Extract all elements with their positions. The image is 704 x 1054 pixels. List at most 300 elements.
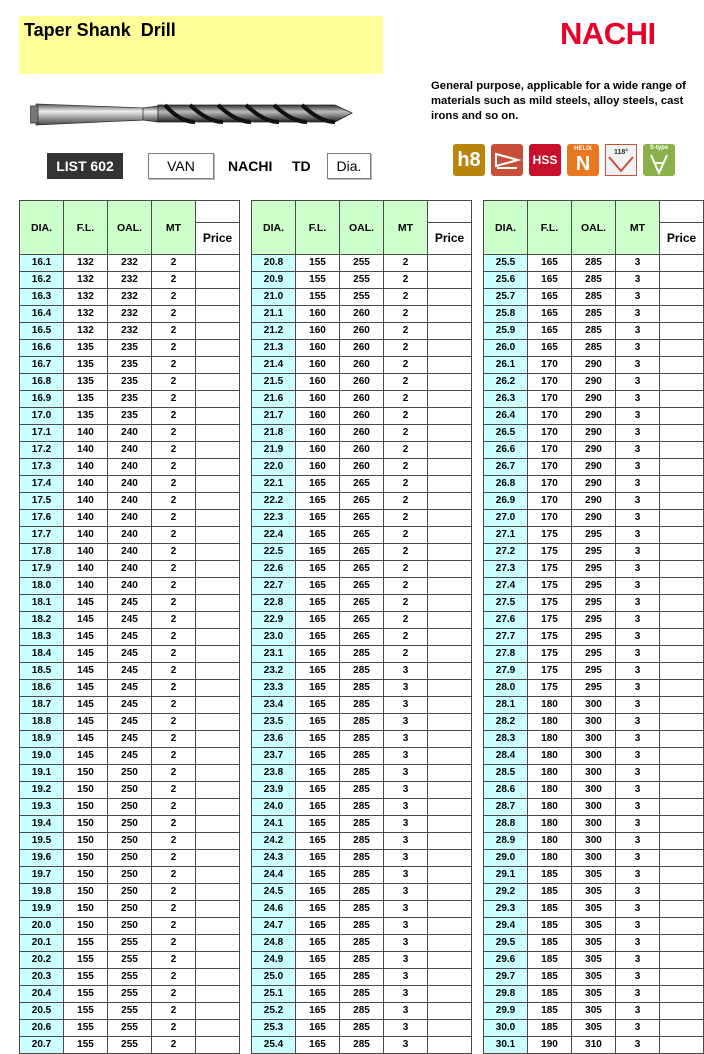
price-cell <box>428 799 472 816</box>
diameter-cell: 22.6 <box>252 561 296 578</box>
morse-taper-cell: 3 <box>616 918 660 935</box>
overall-length-cell: 250 <box>108 833 152 850</box>
morse-taper-cell: 2 <box>384 561 428 578</box>
h8-tolerance-icon: h8 <box>453 144 485 176</box>
flute-length-cell: 155 <box>296 272 340 289</box>
price-cell <box>660 493 704 510</box>
morse-taper-cell: 2 <box>152 544 196 561</box>
table-row <box>484 391 704 408</box>
overall-length-cell: 305 <box>572 986 616 1003</box>
morse-taper-cell: 3 <box>616 544 660 561</box>
table-row <box>20 646 240 663</box>
table-row <box>484 816 704 833</box>
flute-length-cell: 150 <box>64 782 108 799</box>
table-row <box>20 425 240 442</box>
morse-taper-cell: 3 <box>384 935 428 952</box>
table-row <box>20 357 240 374</box>
overall-length-cell: 255 <box>108 935 152 952</box>
table-row <box>484 527 704 544</box>
morse-taper-cell: 2 <box>152 867 196 884</box>
morse-taper-cell: 2 <box>384 459 428 476</box>
overall-length-cell: 235 <box>108 374 152 391</box>
price-cell <box>428 748 472 765</box>
diameter-cell: 24.1 <box>252 816 296 833</box>
morse-taper-cell: 2 <box>152 731 196 748</box>
morse-taper-cell: 2 <box>152 442 196 459</box>
flute-length-cell: 140 <box>64 544 108 561</box>
price-cell <box>660 425 704 442</box>
flute-length-cell: 140 <box>64 578 108 595</box>
overall-length-cell: 265 <box>340 629 384 646</box>
price-cell <box>196 476 240 493</box>
price-cell <box>660 459 704 476</box>
diameter-cell: 29.8 <box>484 986 528 1003</box>
overall-length-cell: 285 <box>340 969 384 986</box>
diameter-cell: 18.5 <box>20 663 64 680</box>
table-row <box>484 765 704 782</box>
diameter-cell: 21.2 <box>252 323 296 340</box>
flute-length-cell: 180 <box>528 697 572 714</box>
description: General purpose, applicable for a wide range of materials such as mild steels, alloy steels, cast irons and so on. <box>431 80 686 122</box>
morse-taper-cell: 2 <box>152 714 196 731</box>
diameter-cell: 24.4 <box>252 867 296 884</box>
morse-taper-cell: 2 <box>384 391 428 408</box>
overall-length-cell: 305 <box>572 1020 616 1037</box>
morse-taper-cell: 3 <box>384 969 428 986</box>
flute-length-cell: 155 <box>64 952 108 969</box>
diameter-cell: 30.0 <box>484 1020 528 1037</box>
diameter-cell: 18.0 <box>20 578 64 595</box>
price-cell <box>428 442 472 459</box>
flute-length-cell: 170 <box>528 425 572 442</box>
table-row <box>20 340 240 357</box>
table-row <box>484 663 704 680</box>
overall-length-cell: 290 <box>572 459 616 476</box>
s-type-label: S-type <box>649 145 669 151</box>
price-cell <box>428 782 472 799</box>
table-row <box>252 357 472 374</box>
overall-length-cell: 260 <box>340 442 384 459</box>
table-row <box>484 374 704 391</box>
diameter-cell: 17.1 <box>20 425 64 442</box>
point-angle-icon <box>605 144 637 176</box>
diameter-cell: 18.8 <box>20 714 64 731</box>
morse-taper-cell: 2 <box>152 391 196 408</box>
diameter-cell: 16.7 <box>20 357 64 374</box>
table-row <box>20 1003 240 1020</box>
price-cell <box>660 714 704 731</box>
overall-length-cell: 295 <box>572 527 616 544</box>
diameter-cell: 21.8 <box>252 425 296 442</box>
price-cell <box>428 714 472 731</box>
diameter-cell: 23.9 <box>252 782 296 799</box>
flute-length-cell: 165 <box>296 918 340 935</box>
morse-taper-cell: 3 <box>384 1020 428 1037</box>
morse-taper-cell: 2 <box>152 969 196 986</box>
overall-length-cell: 285 <box>572 340 616 357</box>
table-row <box>20 884 240 901</box>
table-row <box>484 748 704 765</box>
morse-taper-cell: 3 <box>616 272 660 289</box>
overall-length-cell: 232 <box>108 272 152 289</box>
morse-taper-cell: 3 <box>384 748 428 765</box>
diameter-cell: 27.5 <box>484 595 528 612</box>
table-row <box>252 289 472 306</box>
price-cell <box>428 850 472 867</box>
morse-taper-cell: 2 <box>384 595 428 612</box>
price-cell <box>196 935 240 952</box>
diameter-cell: 23.7 <box>252 748 296 765</box>
flute-length-cell: 140 <box>64 442 108 459</box>
diameter-cell: 16.5 <box>20 323 64 340</box>
morse-taper-cell: 2 <box>152 918 196 935</box>
morse-taper-cell: 2 <box>152 561 196 578</box>
table-row <box>252 799 472 816</box>
price-cell <box>428 578 472 595</box>
morse-taper-cell: 3 <box>616 731 660 748</box>
overall-length-cell: 240 <box>108 442 152 459</box>
diameter-cell: 17.9 <box>20 561 64 578</box>
diameter-cell: 27.3 <box>484 561 528 578</box>
overall-length-cell: 290 <box>572 374 616 391</box>
morse-taper-cell: 2 <box>384 612 428 629</box>
morse-taper-cell: 2 <box>152 1037 196 1054</box>
morse-taper-cell: 3 <box>384 697 428 714</box>
price-cell <box>660 986 704 1003</box>
table-row <box>20 986 240 1003</box>
price-cell <box>196 765 240 782</box>
column-header: F.L. <box>528 201 572 255</box>
price-cell <box>196 867 240 884</box>
morse-taper-cell: 3 <box>616 595 660 612</box>
price-cell <box>196 918 240 935</box>
table-row <box>20 1020 240 1037</box>
morse-taper-cell: 3 <box>384 850 428 867</box>
flute-length-cell: 150 <box>64 867 108 884</box>
table-row <box>484 306 704 323</box>
table-row <box>252 578 472 595</box>
morse-taper-cell: 2 <box>152 816 196 833</box>
price-cell <box>196 1020 240 1037</box>
table-row <box>20 952 240 969</box>
flute-length-cell: 165 <box>528 289 572 306</box>
table-row <box>484 561 704 578</box>
overall-length-cell: 250 <box>108 850 152 867</box>
overall-length-cell: 285 <box>572 289 616 306</box>
diameter-cell: 22.0 <box>252 459 296 476</box>
diameter-cell: 18.7 <box>20 697 64 714</box>
price-cell <box>660 612 704 629</box>
overall-length-cell: 245 <box>108 748 152 765</box>
diameter-cell: 23.3 <box>252 680 296 697</box>
price-cell <box>196 323 240 340</box>
price-cell <box>196 782 240 799</box>
morse-taper-cell: 3 <box>384 680 428 697</box>
morse-taper-cell: 3 <box>616 799 660 816</box>
column-header: MT <box>384 201 428 255</box>
table-row <box>20 918 240 935</box>
flute-length-cell: 145 <box>64 697 108 714</box>
price-cell <box>660 969 704 986</box>
diameter-cell: 29.1 <box>484 867 528 884</box>
flute-length-cell: 170 <box>528 476 572 493</box>
price-cell <box>196 799 240 816</box>
diameter-cell: 29.5 <box>484 935 528 952</box>
morse-taper-cell: 2 <box>384 340 428 357</box>
overall-length-cell: 255 <box>108 1020 152 1037</box>
flute-length-cell: 175 <box>528 595 572 612</box>
overall-length-cell: 305 <box>572 867 616 884</box>
morse-taper-cell: 2 <box>152 493 196 510</box>
overall-length-cell: 295 <box>572 544 616 561</box>
price-cell <box>660 289 704 306</box>
price-cell <box>196 425 240 442</box>
diameter-cell: 20.3 <box>20 969 64 986</box>
flute-length-cell: 170 <box>528 493 572 510</box>
flute-length-cell: 180 <box>528 816 572 833</box>
diameter-cell: 17.6 <box>20 510 64 527</box>
morse-taper-cell: 3 <box>384 918 428 935</box>
morse-taper-cell: 2 <box>384 527 428 544</box>
diameter-cell: 23.2 <box>252 663 296 680</box>
price-cell <box>196 595 240 612</box>
morse-taper-cell: 3 <box>384 731 428 748</box>
morse-taper-cell: 3 <box>616 867 660 884</box>
table-row <box>252 986 472 1003</box>
table-row <box>20 1037 240 1054</box>
overall-length-cell: 260 <box>340 408 384 425</box>
morse-taper-cell: 3 <box>616 833 660 850</box>
table-row <box>484 867 704 884</box>
overall-length-cell: 285 <box>340 918 384 935</box>
table-row <box>252 561 472 578</box>
price-cell <box>196 255 240 272</box>
morse-taper-cell: 3 <box>616 884 660 901</box>
diameter-cell: 23.4 <box>252 697 296 714</box>
header-row <box>252 201 472 255</box>
diameter-cell: 28.0 <box>484 680 528 697</box>
diameter-cell: 26.4 <box>484 408 528 425</box>
morse-taper-cell: 2 <box>384 408 428 425</box>
price-cell <box>660 255 704 272</box>
column-header: F.L. <box>296 201 340 255</box>
diameter-cell: 27.9 <box>484 663 528 680</box>
flute-length-cell: 160 <box>296 323 340 340</box>
diameter-cell: 20.5 <box>20 1003 64 1020</box>
diameter-cell: 25.1 <box>252 986 296 1003</box>
overall-length-cell: 305 <box>572 1003 616 1020</box>
morse-taper-cell: 3 <box>616 748 660 765</box>
flute-length-cell: 150 <box>64 833 108 850</box>
flute-length-cell: 145 <box>64 663 108 680</box>
table-row <box>252 476 472 493</box>
table-row <box>20 833 240 850</box>
table-row <box>252 595 472 612</box>
morse-taper-cell: 3 <box>384 1003 428 1020</box>
morse-taper-cell: 3 <box>384 901 428 918</box>
diameter-cell: 25.4 <box>252 1037 296 1054</box>
morse-taper-cell: 2 <box>152 850 196 867</box>
price-cell <box>660 850 704 867</box>
price-cell <box>196 459 240 476</box>
column-header: OAL. <box>108 201 152 255</box>
overall-length-cell: 255 <box>108 986 152 1003</box>
price-cell <box>428 816 472 833</box>
morse-taper-cell: 2 <box>152 697 196 714</box>
table-row <box>252 884 472 901</box>
morse-taper-cell: 2 <box>152 340 196 357</box>
table-row <box>252 731 472 748</box>
price-cell <box>428 255 472 272</box>
diameter-cell: 22.9 <box>252 612 296 629</box>
overall-length-cell: 250 <box>108 765 152 782</box>
morse-taper-cell: 2 <box>152 748 196 765</box>
spec-table-2 <box>251 200 472 1054</box>
price-cell <box>660 357 704 374</box>
morse-taper-cell: 2 <box>384 493 428 510</box>
overall-length-cell: 285 <box>572 323 616 340</box>
flute-length-cell: 180 <box>528 850 572 867</box>
diameter-cell: 19.7 <box>20 867 64 884</box>
morse-taper-cell: 3 <box>616 289 660 306</box>
price-cell <box>196 697 240 714</box>
diameter-cell: 22.5 <box>252 544 296 561</box>
overall-length-cell: 285 <box>340 1003 384 1020</box>
table-row <box>20 867 240 884</box>
flute-length-cell: 140 <box>64 425 108 442</box>
diameter-cell: 22.3 <box>252 510 296 527</box>
diameter-cell: 28.2 <box>484 714 528 731</box>
price-cell <box>428 884 472 901</box>
overall-length-cell: 240 <box>108 527 152 544</box>
table-row <box>20 969 240 986</box>
overall-length-cell: 295 <box>572 561 616 578</box>
table-row <box>20 782 240 799</box>
table-row <box>20 323 240 340</box>
price-cell <box>196 748 240 765</box>
morse-taper-cell: 2 <box>384 272 428 289</box>
overall-length-cell: 265 <box>340 476 384 493</box>
table-row <box>484 476 704 493</box>
price-cell <box>428 272 472 289</box>
morse-taper-cell: 2 <box>152 425 196 442</box>
header-row <box>20 201 240 255</box>
flute-length-cell: 180 <box>528 833 572 850</box>
diameter-cell: 16.2 <box>20 272 64 289</box>
flute-length-cell: 160 <box>296 340 340 357</box>
diameter-cell: 18.6 <box>20 680 64 697</box>
overall-length-cell: 290 <box>572 476 616 493</box>
overall-length-cell: 305 <box>572 935 616 952</box>
flute-length-cell: 160 <box>296 306 340 323</box>
morse-taper-cell: 3 <box>384 782 428 799</box>
diameter-cell: 22.4 <box>252 527 296 544</box>
morse-taper-cell: 3 <box>384 663 428 680</box>
overall-length-cell: 290 <box>572 391 616 408</box>
overall-length-cell: 240 <box>108 459 152 476</box>
morse-taper-cell: 2 <box>152 952 196 969</box>
table-row <box>252 782 472 799</box>
overall-length-cell: 285 <box>340 1037 384 1054</box>
diameter-cell: 16.4 <box>20 306 64 323</box>
morse-taper-cell: 2 <box>152 357 196 374</box>
flute-length-cell: 165 <box>296 765 340 782</box>
diameter-cell: 20.6 <box>20 1020 64 1037</box>
morse-taper-cell: 3 <box>616 765 660 782</box>
flute-length-cell: 140 <box>64 510 108 527</box>
price-cell <box>196 442 240 459</box>
diameter-cell: 27.4 <box>484 578 528 595</box>
price-cell <box>660 391 704 408</box>
table-row <box>484 510 704 527</box>
price-cell <box>196 408 240 425</box>
diameter-cell: 21.1 <box>252 306 296 323</box>
diameter-cell: 17.8 <box>20 544 64 561</box>
morse-taper-cell: 3 <box>384 816 428 833</box>
diameter-cell: 23.0 <box>252 629 296 646</box>
diameter-cell: 20.2 <box>20 952 64 969</box>
flute-length-cell: 165 <box>296 493 340 510</box>
price-cell <box>660 816 704 833</box>
overall-length-cell: 285 <box>340 680 384 697</box>
diameter-cell: 29.7 <box>484 969 528 986</box>
table-row <box>20 935 240 952</box>
price-cell <box>196 850 240 867</box>
flute-length-cell: 165 <box>296 731 340 748</box>
overall-length-cell: 285 <box>340 901 384 918</box>
price-cell <box>428 952 472 969</box>
price-cell <box>196 969 240 986</box>
morse-taper-cell: 3 <box>384 867 428 884</box>
flute-length-cell: 180 <box>528 731 572 748</box>
hss-material-icon: HSS <box>529 144 561 176</box>
overall-length-cell: 260 <box>340 306 384 323</box>
diameter-cell: 16.9 <box>20 391 64 408</box>
title-box <box>19 16 383 74</box>
table-row <box>484 969 704 986</box>
price-cell <box>660 442 704 459</box>
flute-length-cell: 165 <box>528 306 572 323</box>
diameter-cell: 25.7 <box>484 289 528 306</box>
morse-taper-cell: 3 <box>616 493 660 510</box>
table-row <box>252 1037 472 1054</box>
overall-length-cell: 300 <box>572 765 616 782</box>
flute-length-cell: 185 <box>528 952 572 969</box>
table-row <box>484 799 704 816</box>
flute-length-cell: 132 <box>64 323 108 340</box>
price-cell <box>196 952 240 969</box>
flute-length-cell: 165 <box>296 663 340 680</box>
helix-label: HELIX <box>574 146 592 152</box>
morse-taper-cell: 2 <box>152 935 196 952</box>
price-cell <box>660 340 704 357</box>
morse-taper-cell: 3 <box>616 578 660 595</box>
overall-length-cell: 250 <box>108 867 152 884</box>
overall-length-cell: 300 <box>572 833 616 850</box>
table-row <box>484 731 704 748</box>
morse-taper-cell: 2 <box>152 323 196 340</box>
table-row <box>20 799 240 816</box>
overall-length-cell: 295 <box>572 629 616 646</box>
flute-length-cell: 165 <box>296 799 340 816</box>
table-row <box>20 442 240 459</box>
overall-length-cell: 260 <box>340 391 384 408</box>
morse-taper-cell: 2 <box>384 357 428 374</box>
flute-length-cell: 160 <box>296 425 340 442</box>
morse-taper-cell: 2 <box>152 765 196 782</box>
overall-length-cell: 285 <box>340 986 384 1003</box>
overall-length-cell: 265 <box>340 527 384 544</box>
